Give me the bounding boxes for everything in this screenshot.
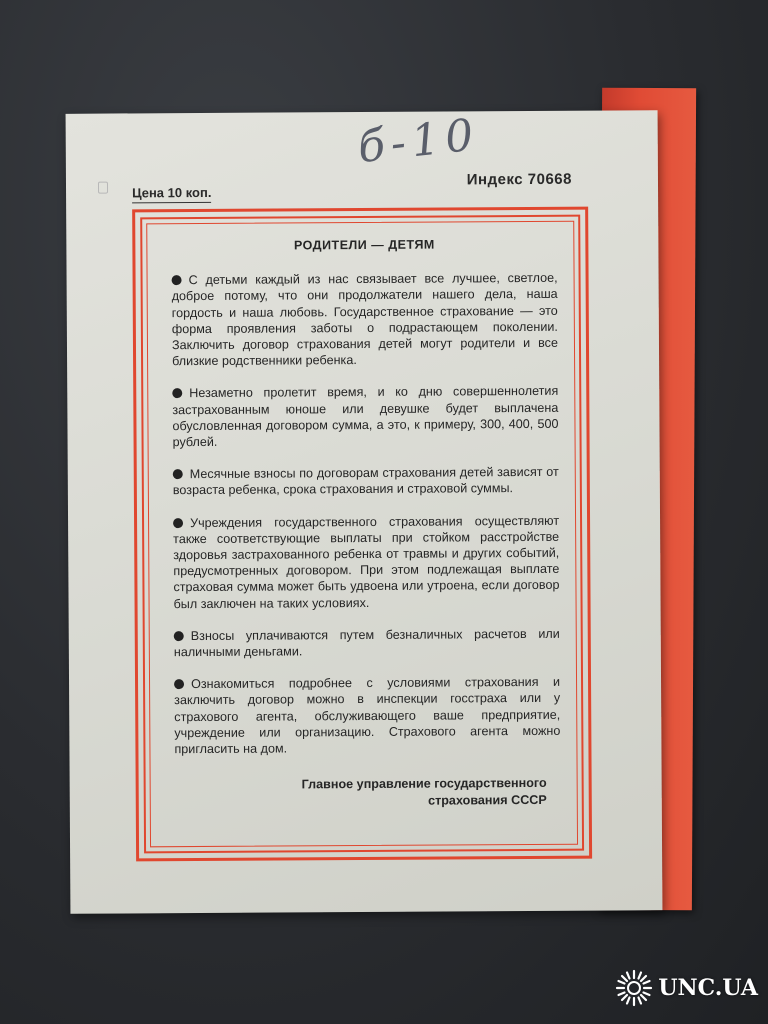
notice-frame: [132, 207, 592, 862]
notice-signature: Главное управление государственного страхования СССР: [301, 776, 547, 808]
bullet-icon: [172, 275, 182, 285]
sunburst-logo-icon: [614, 968, 654, 1008]
notice-paragraph: Ознакомиться подробнее с условиями страхования и заключить договор можно в инспекции госстраха или у страхового агента, обслуживающего ваше предприятие, учреждение или организацию. Страхового агента можно пригласить на дом.: [174, 675, 561, 757]
bullet-icon: [174, 631, 184, 641]
bullet-icon: [173, 469, 183, 479]
notice-paragraph: Взносы уплачиваются путем безналичных расчетов или наличными деньгами.: [173, 626, 560, 660]
notice-paragraph: Месячные взносы по договорам страхования детей зависят от возраста ребенка, срока страхования и страховой суммы.: [172, 465, 559, 498]
notice-paragraph: Незаметно пролетит время, и ко дню совершеннолетия застрахованным юноше или девушке будет выплачена обусловленная договором сумма, а это, к примеру, 300, 400, 500 рублей.: [172, 384, 559, 450]
price-label: Цена 10 коп.: [132, 185, 211, 203]
staple-mark: [98, 182, 108, 194]
booklet-back-cover: [66, 110, 663, 914]
notice-paragraph: Учреждения государственного страхования осуществляют также соответствующие выплаты при стойком расстройстве здоровья застрахованного ребенка от травмы и других событий, предусмотренных договором. При этом подлежащая выплате страховая сумма может быть удвоена или утроена, если договор был заключен на таких условиях.: [173, 513, 560, 611]
handwritten-note: б-10: [355, 109, 482, 174]
bullet-icon: [173, 518, 183, 528]
watermark-text: UNC.UA: [658, 975, 758, 1001]
bullet-icon: [174, 679, 184, 689]
notice-heading: РОДИТЕЛИ — ДЕТЯМ: [293, 237, 435, 253]
index-label: Индекс 70668: [466, 170, 573, 189]
notice-content: [171, 236, 560, 812]
bullet-icon: [172, 389, 182, 399]
site-watermark: [614, 968, 758, 1008]
notice-paragraph: С детьми каждый из нас связывает все лучшее, светлое, доброе потому, что они продолжатели нашего дела, наша гордость и наша любовь. Государственное страхование — это форма проявления заботы о подрастающем поколении. Заключить договор страхования детей могут родители и все близкие родственники ребенка.: [171, 271, 559, 369]
